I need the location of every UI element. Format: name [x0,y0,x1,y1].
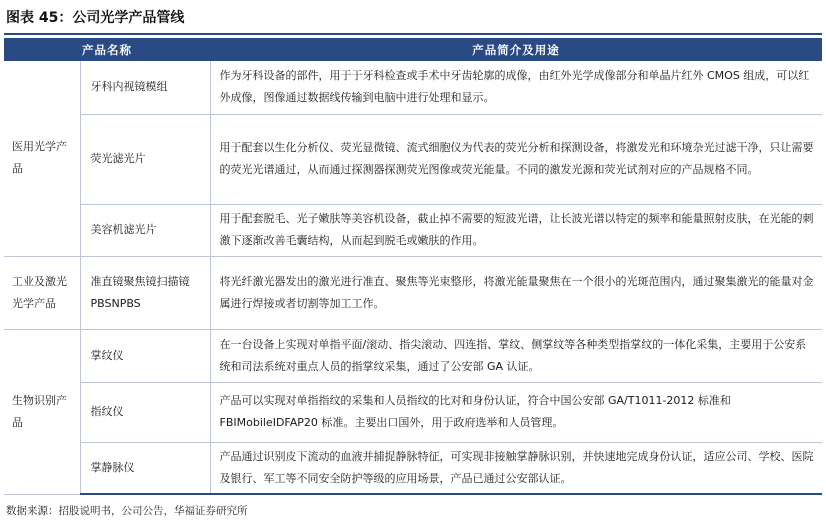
table-row [4,442,822,494]
product-name-cell: 美容机滤光片 [80,204,210,256]
table-row [4,114,822,204]
table-row [4,61,822,114]
product-name-cell: 指纹仪 [80,382,210,442]
table-row [4,382,822,442]
product-intro-cell: 产品通过识别皮下流动的血液并捕捉静脉特征，可实现非接触掌静脉识别，并快速地完成身份认证，适应公司、学校、医院及银行、军工等不同安全防护等级的应用场景，产品已通过公安部认证。 [210,442,822,494]
product-name-cell: 牙科内视镜模组 [80,61,210,114]
figure-title: 图表 45：公司光学产品管线 [6,10,185,26]
product-intro-cell: 产品可以实现对单指指纹的采集和人员指纹的比对和身份认证，符合中国公安部 GA/T1011-2012 标准和 FBIMobileIDFAP20 标准。主要出口国外，用于政府选举和人员管理。 [210,382,822,442]
header-product-name: 产品名称 [4,38,210,61]
title-divider [4,33,822,35]
product-name-cell: 荧光滤光片 [80,114,210,204]
product-name-cell: 准直镜聚焦镜扫描镜 PBSNPBS [80,256,210,329]
product-name-cell: 掌纹仪 [80,329,210,382]
table-header-row [4,38,822,61]
product-intro-cell: 用于配套脱毛、光子嫩肤等美容机设备，截止掉不需要的短波光谱，让长波光谱以特定的频率和能量照射皮肤，在光能的刺激下逐渐改善毛囊结构，从而起到脱毛或嫩肤的作用。 [210,204,822,256]
product-name-cell: 掌静脉仪 [80,442,210,494]
table-row [4,256,822,329]
product-intro-cell: 将光纤激光器发出的激光进行准直、聚焦等光束整形，将激光能量聚焦在一个很小的光斑范围内，通过聚集激光的能量对金属进行焊接或者切割等加工工作。 [210,256,822,329]
header-product-intro: 产品简介及用途 [210,38,822,61]
product-intro-cell: 在一台设备上实现对单指平面/滚动、指尖滚动、四连指、掌纹、侧掌纹等各种类型指掌纹的一体化采集，主要用于公安系统和司法系统对重点人员的指掌纹采集，通过了公安部 GA 认证。 [210,329,822,382]
table-row [4,329,822,382]
product-intro-cell: 作为牙科设备的部件，用于于牙科检查或手术中牙齿轮廓的成像，由红外光学成像部分和单晶片红外 CMOS 组成，可以红外成像，图像通过数据线传输到电脑中进行处理和显示。 [210,61,822,114]
category-cell: 生物识别产品 [4,329,80,494]
data-source-note: 数据来源：招股说明书，公司公告，华福证券研究所 [6,505,248,517]
table-row [4,204,822,256]
category-cell: 医用光学产品 [4,61,80,256]
product-intro-cell: 用于配套以生化分析仪、荧光显微镜、流式细胞仪为代表的荧光分析和探测设备，将激发光和环境杂光过滤干净，只让需要的荧光光谱通过，从而通过探测器探测荧光图像或荧光能量。不同的激发光源和荧光试剂对应的产品规格不同。 [210,114,822,204]
category-cell: 工业及激光光学产品 [4,256,80,329]
product-pipeline-table [4,38,822,495]
